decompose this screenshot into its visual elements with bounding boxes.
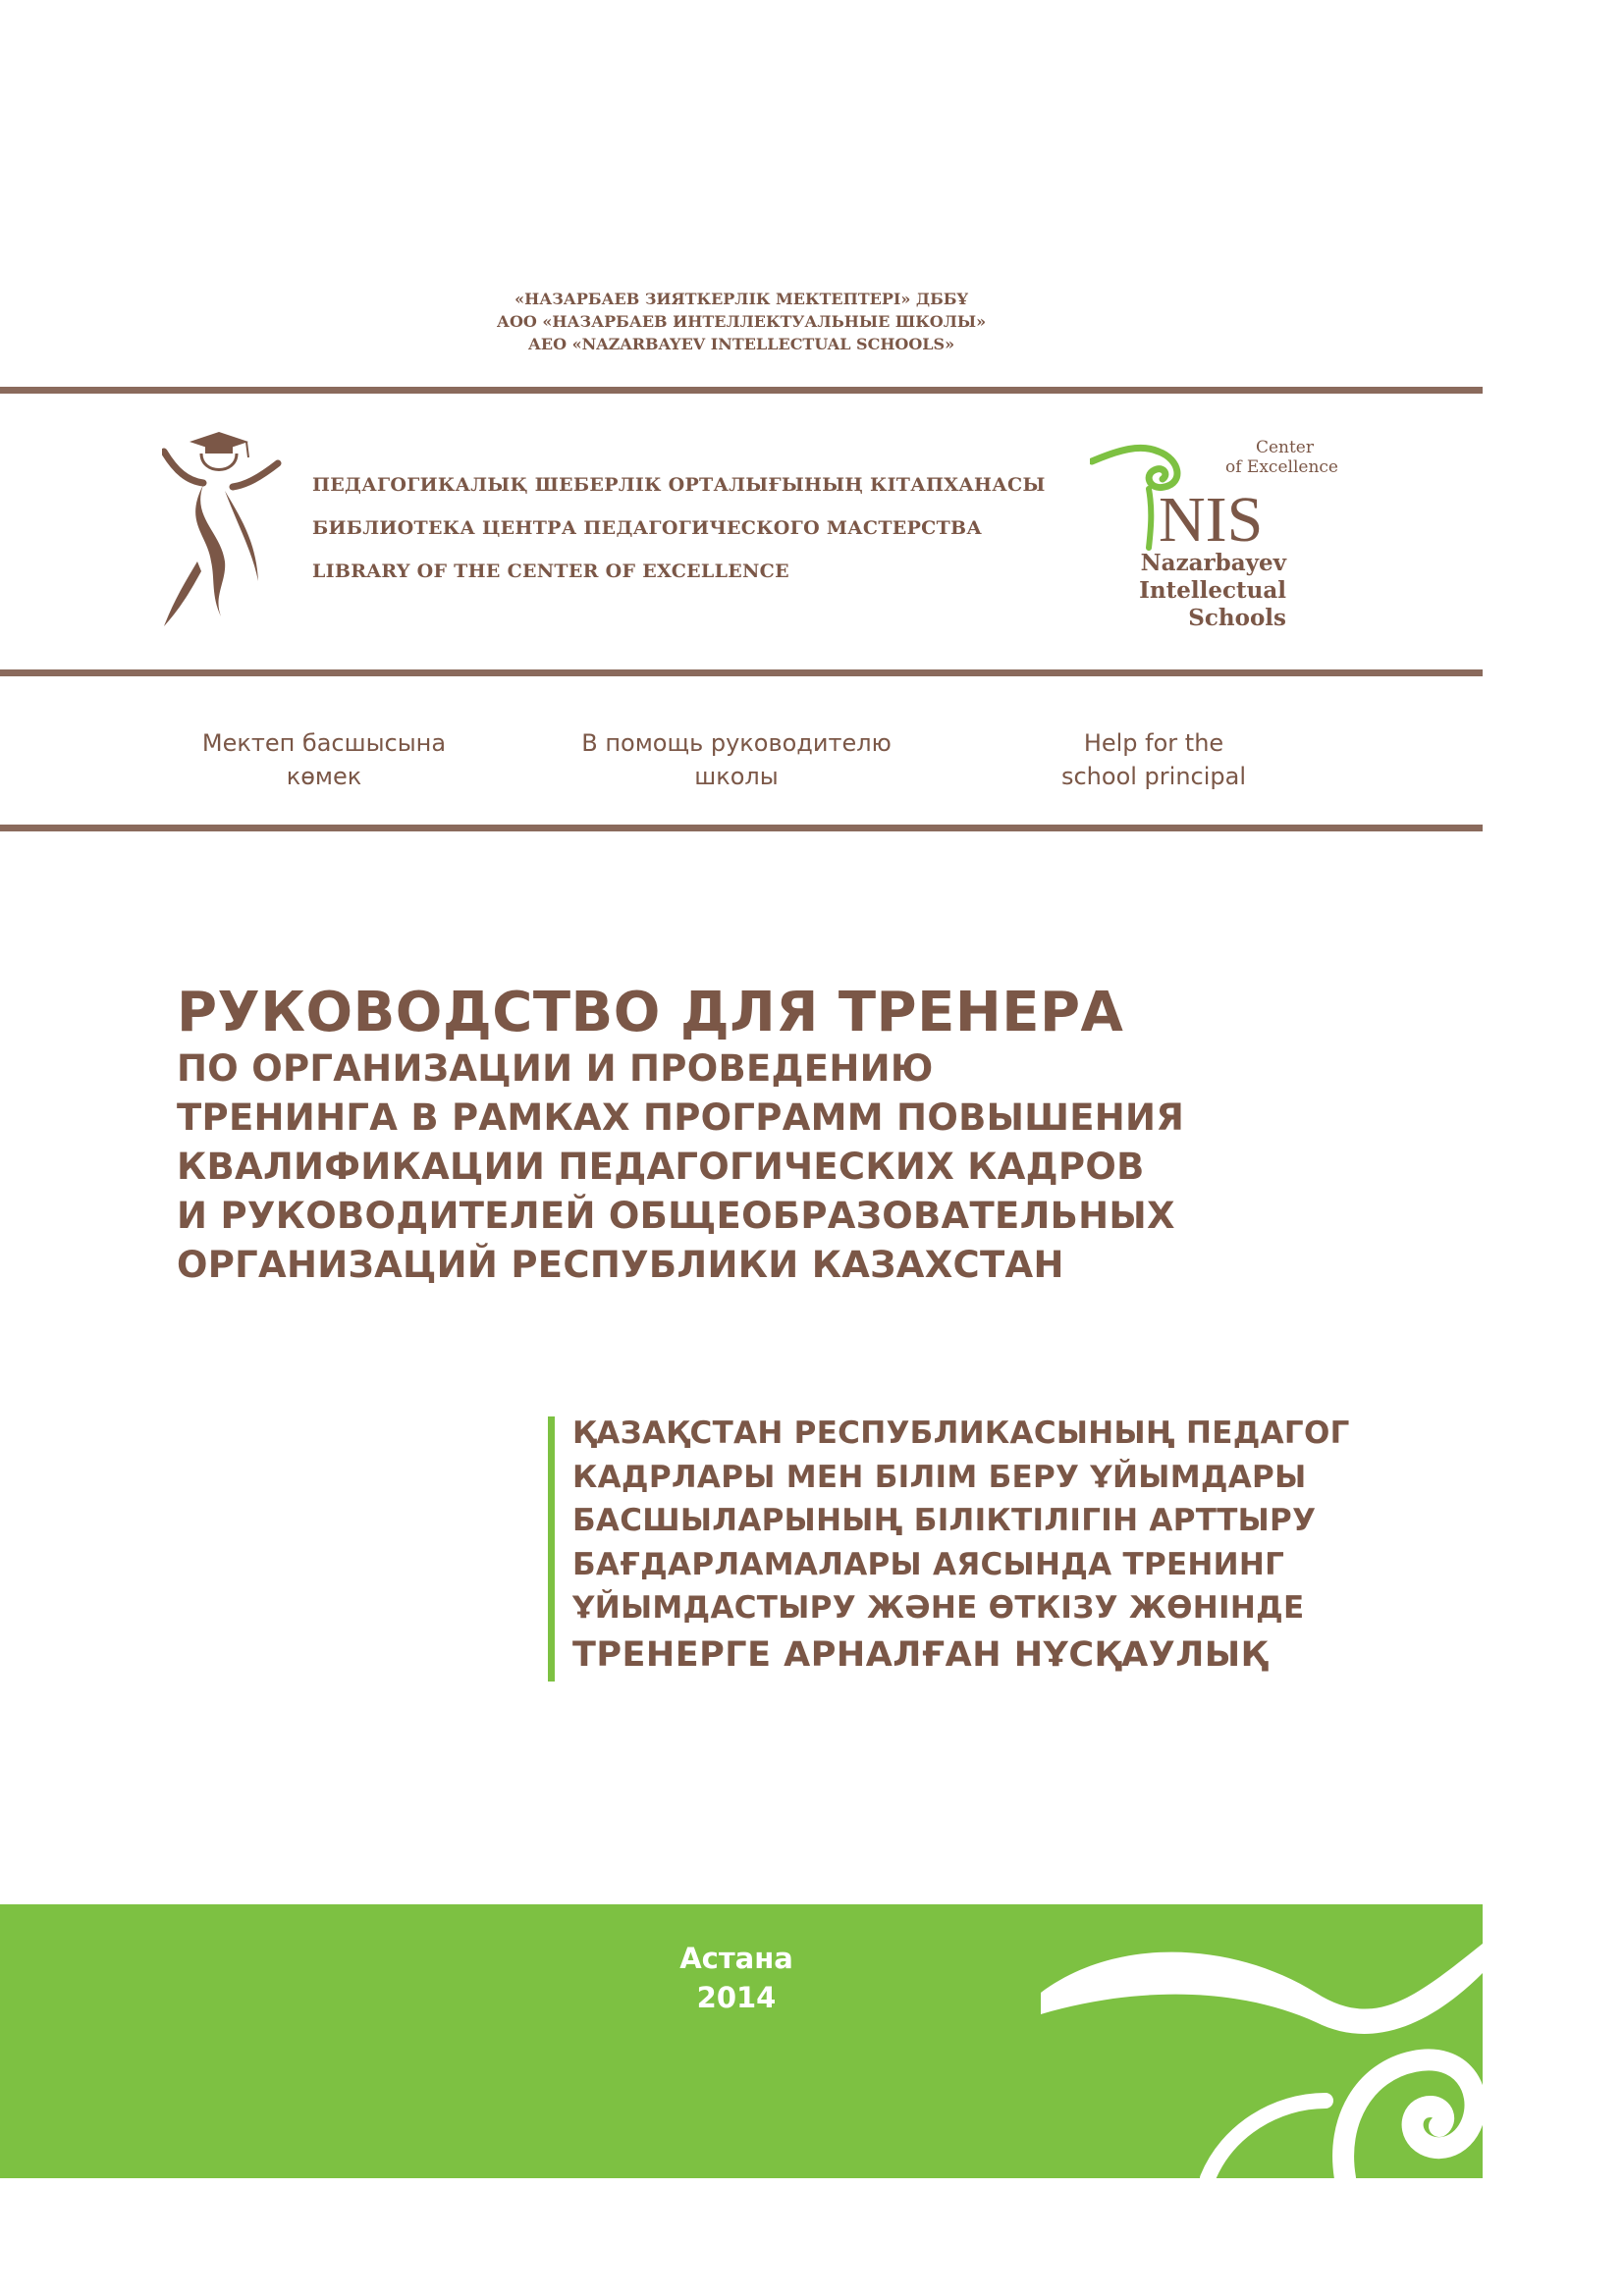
organization-header bbox=[0, 288, 1483, 355]
org-line-kz: «НАЗАРБАЕВ ЗИЯТКЕРЛІК МЕКТЕПТЕРІ» ДББҰ bbox=[514, 290, 968, 308]
series-kz-line-1: Мектеп басшысына bbox=[201, 729, 447, 757]
nis-name-line-1: Nazarbayev bbox=[1140, 550, 1286, 576]
ornament-swirl-decoration bbox=[1041, 1904, 1483, 2178]
publication-year: 2014 bbox=[696, 1981, 777, 2014]
series-ru-line-2: школы bbox=[694, 763, 779, 790]
library-title-kz: ПЕДАГОГИКАЛЫҚ ШЕБЕРЛІК ОРТАЛЫҒЫНЫҢ КІТАПХАНАСЫ bbox=[312, 474, 1046, 496]
nis-coe-line-2: of Excellence bbox=[1225, 457, 1338, 477]
library-title-ru: БИБЛИОТЕКА ЦЕНТРА ПЕДАГОГИЧЕСКОГО МАСТЕРСТВА bbox=[312, 517, 983, 539]
library-title-en: LIBRARY OF THE CENTER OF EXCELLENCE bbox=[312, 561, 789, 582]
series-kz-line-2: көмек bbox=[286, 763, 362, 790]
library-titles bbox=[312, 474, 1046, 604]
title-kz-line: ҰЙЫМДАСТЫРУ ЖӘНЕ ӨТКІЗУ ЖӨНІНДЕ bbox=[572, 1590, 1305, 1626]
nis-coe-line-1: Center bbox=[1255, 438, 1314, 457]
title-ru bbox=[177, 982, 1184, 1290]
title-ru-line: ТРЕНИНГА В РАМКАХ ПРОГРАММ ПОВЫШЕНИЯ bbox=[177, 1096, 1185, 1139]
series-en-line-2: school principal bbox=[1060, 763, 1247, 790]
title-ru-main: РУКОВОДСТВО ДЛЯ ТРЕНЕРА bbox=[177, 981, 1124, 1044]
series-label-ru bbox=[579, 726, 893, 793]
divider-middle bbox=[0, 669, 1483, 676]
series-en-line-1: Help for the bbox=[1083, 729, 1224, 757]
title-kz-main: ТРЕНЕРГЕ АРНАЛҒАН НҰСҚАУЛЫҚ bbox=[572, 1634, 1269, 1675]
nis-name-line-3: Schools bbox=[1188, 605, 1286, 631]
org-line-ru: АОО «НАЗАРБАЕВ ИНТЕЛЛЕКТУАЛЬНЫЕ ШКОЛЫ» bbox=[496, 312, 987, 331]
nis-center-of-excellence bbox=[1225, 438, 1338, 477]
title-ru-line: ОРГАНИЗАЦИЙ РЕСПУБЛИКИ КАЗАХСТАН bbox=[177, 1244, 1064, 1286]
kz-title-accent-bar bbox=[548, 1416, 555, 1682]
publication-place-year bbox=[609, 1939, 864, 2017]
org-line-en: АЕО «NAZARBAYEV INTELLECTUAL SCHOOLS» bbox=[527, 335, 955, 353]
nis-abbreviation: NIS bbox=[1159, 484, 1264, 556]
title-kz-line: ҚАЗАҚСТАН РЕСПУБЛИКАСЫНЫҢ ПЕДАГОГ bbox=[572, 1415, 1350, 1451]
series-label-en bbox=[1026, 726, 1281, 793]
title-ru-line: КВАЛИФИКАЦИИ ПЕДАГОГИЧЕСКИХ КАДРОВ bbox=[177, 1146, 1145, 1188]
title-kz-line: БАСШЫЛАРЫНЫҢ БІЛІКТІЛІГІН АРТТЫРУ bbox=[572, 1503, 1317, 1538]
title-kz-line: КАДРЛАРЫ МЕН БІЛІМ БЕРУ ҰЙЫМДАРЫ bbox=[572, 1459, 1307, 1495]
nis-school-name bbox=[1129, 550, 1286, 632]
title-kz bbox=[572, 1412, 1350, 1680]
nis-name-line-2: Intellectual bbox=[1139, 577, 1286, 604]
title-ru-line: И РУКОВОДИТЕЛЕЙ ОБЩЕОБРАЗОВАТЕЛЬНЫХ bbox=[177, 1195, 1175, 1237]
series-label-kz bbox=[187, 726, 461, 793]
publication-city: Астана bbox=[679, 1942, 793, 1975]
center-of-excellence-figure-logo bbox=[162, 424, 290, 630]
title-kz-line: БАҒДАРЛАМАЛАРЫ АЯСЫНДА ТРЕНИНГ bbox=[572, 1546, 1285, 1582]
title-ru-line: ПО ОРГАНИЗАЦИИ И ПРОВЕДЕНИЮ bbox=[177, 1047, 934, 1090]
divider-bottom bbox=[0, 825, 1483, 831]
divider-top bbox=[0, 387, 1483, 394]
series-ru-line-1: В помощь руководителю bbox=[581, 729, 892, 757]
